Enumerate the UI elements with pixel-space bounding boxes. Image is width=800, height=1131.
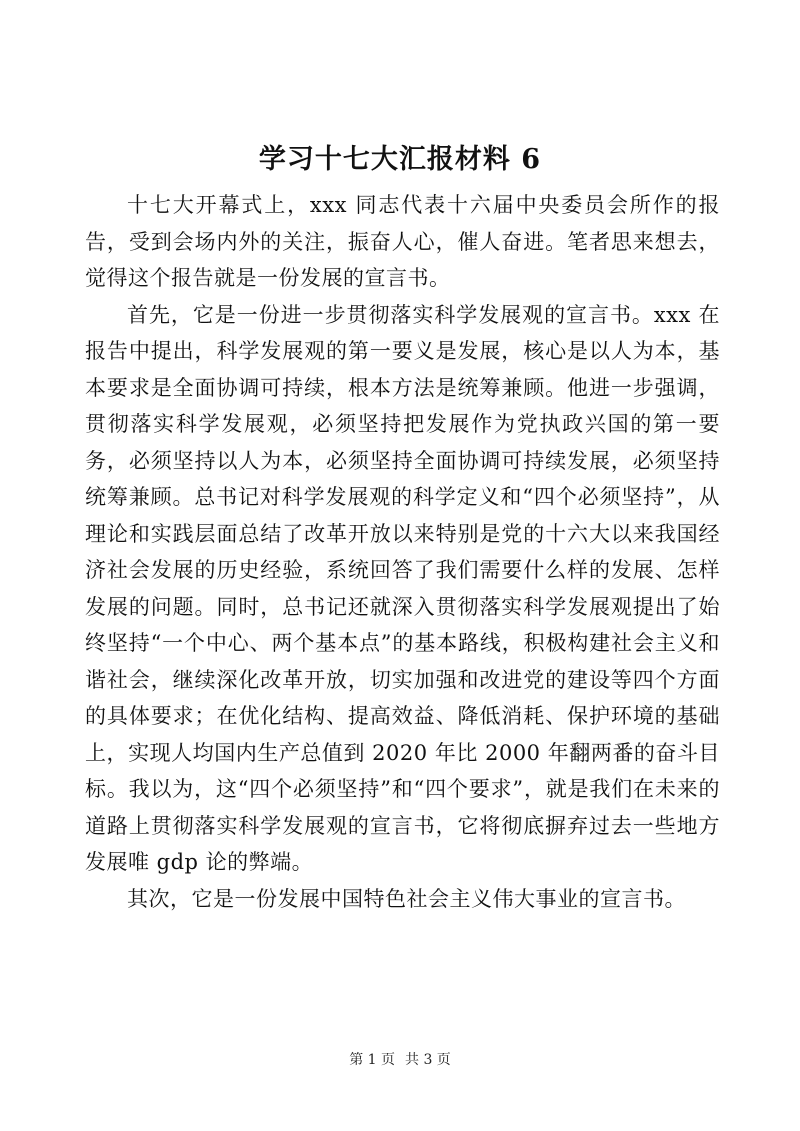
document-title: 学习十七大汇报材料 6 <box>258 144 542 175</box>
paragraph-2: 首先，它是一份进一步贯彻落实科学发展观的宣言书。xxx 在报告中提出，科学发展观的第一要义是发展，核心是以人为本，基本要求是全面协调可持续，根本方法是统筹兼顾。他进一步强调，贯彻落实科学发展观，必须坚持把发展作为党执政兴国的第一要务，必须坚持以人为本，必须坚持全面协调可持续发展，必须坚持统筹兼顾。总书记对科学发展观的科学定义和“四个必须坚持”，从理论和实践层面总结了改革开放以来特别是党的十六大以来我国经济社会发展的历史经验，系统回答了我们需要什么样的发展、怎样发展的问题。同时，总书记还就深入贯彻落实科学发展观提出了始终坚持“一个中心、两个基本点”的基本路线，积极构建社会主义和谐社会，继续深化改革开放，切实加强和改进党的建设等四个方面的具体要求；在优化结构、提高效益、降低消耗、保护环境的基础上，实现人均国内生产总值到 2020 年比 2000 年翻两番的奋斗目标。我以为，这“四个必须坚持”和“四个要求”，就是我们在未来的道路上贯彻落实科学发展观的宣言书，它将彻底摒弃过去一些地方发展唯 gdp 论的弊端。 <box>85 302 720 874</box>
page-total: 共 3 页 <box>405 1052 451 1068</box>
page-footer <box>0 1050 800 1070</box>
page-number: 第 1 页 <box>349 1052 395 1068</box>
paragraph-1: 十七大开幕式上，xxx 同志代表十六届中央委员会所作的报告，受到会场内外的关注，振奋人心，催人奋进。笔者思来想去，觉得这个报告就是一份发展的宣言书。 <box>85 193 720 290</box>
paragraph-3: 其次，它是一份发展中国特色社会主义伟大事业的宣言书。 <box>127 886 686 911</box>
document-body <box>85 187 720 917</box>
